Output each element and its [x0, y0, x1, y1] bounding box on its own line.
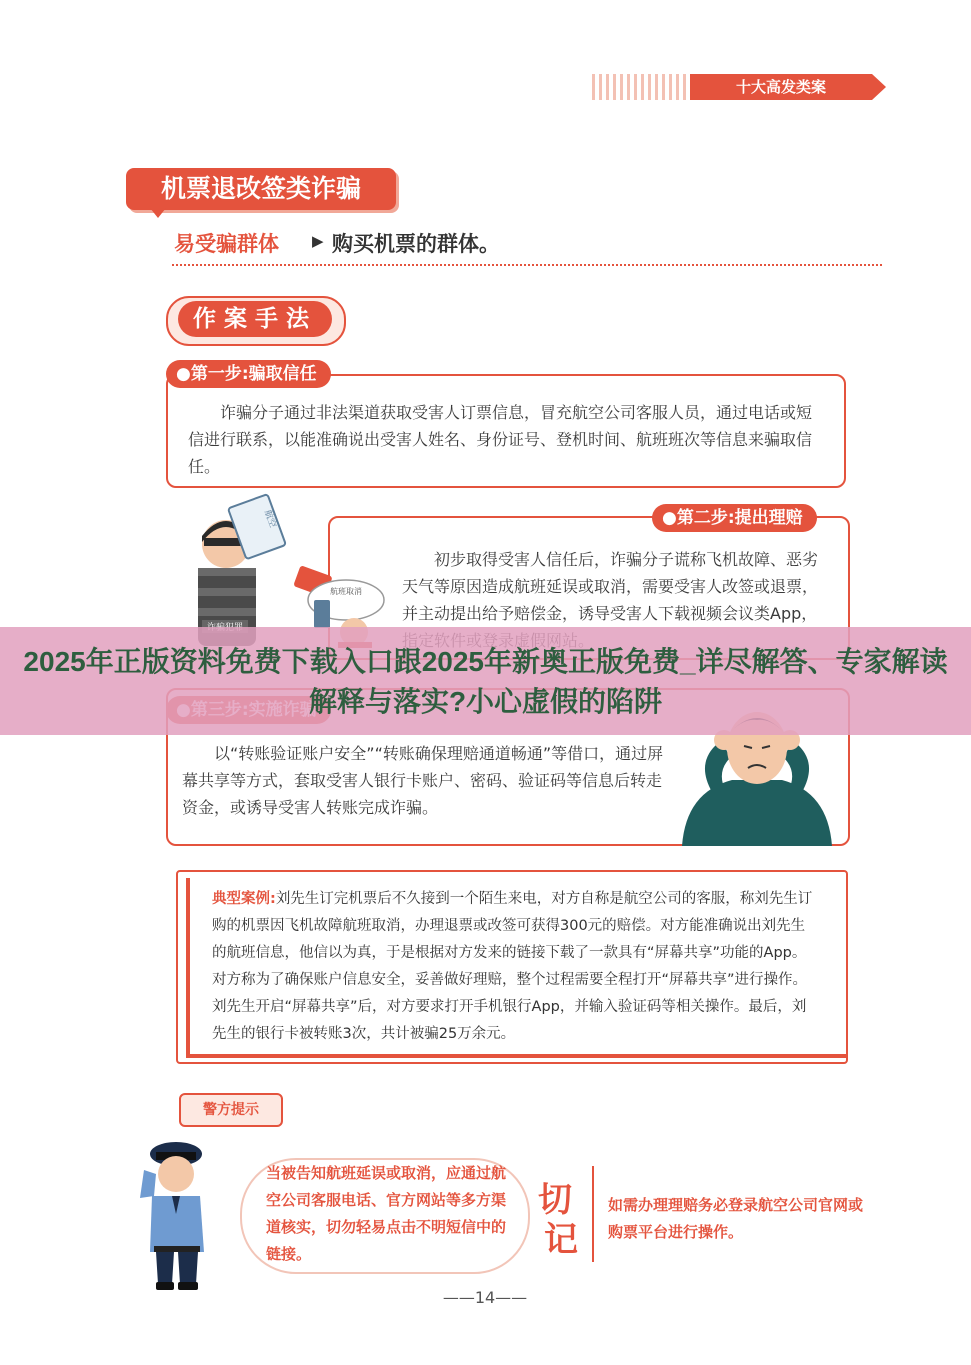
step-2-text: 初步取得受害人信任后，诈骗分子谎称飞机故障、恶劣天气等原因造成航班延误或取消，需要受害人改签或退票，并主动提出给予赔偿金，诱导受害人下载视频会议类App， — [402, 550, 819, 623]
play-arrow-icon: ▶ — [312, 232, 324, 250]
case-text: 刘先生订完机票后不久接到一个陌生来电，对方自称是航空公司的客服，称刘先生订购的机票因飞机故障航班取消，办理退票或改签可获得300元的赔偿。对方能准确说出刘先生的航班信息，他信以为真，于是根据对方发来的链接下载了一款具有“屏幕共享”功能的App。对方称为了确保账户信息安全，妥善做好理赔，整个过程需要全程打开“屏幕共享”进行操作。刘先生开启“屏幕共享”后，对方要求打开手机银行App，并输入验证码等相关操作。最后，刘先生的银行卡被转账3次，共计被骗25万余元。 — [212, 891, 813, 1042]
title-tail — [150, 208, 166, 218]
category-banner: 十大高发类案 — [690, 74, 872, 100]
step-2-label: ●第二步:提出理赔 — [652, 504, 817, 532]
method-title: 作案手法 — [178, 301, 332, 337]
flyer-text: 航空 — [261, 508, 278, 530]
section-title: 机票退改签类诈骗 — [126, 168, 396, 210]
step-1-label: ●第一步:骗取信任 — [166, 360, 331, 388]
dotted-divider — [172, 264, 882, 266]
page-number: ——14—— — [442, 1288, 528, 1307]
banner-stripes — [592, 74, 692, 100]
step-3-text: 以“转账验证账户安全”“转账确保理赔通道畅通”等借口，通过屏幕共享等方式，套取受害人银行卡账户、密码、验证码等信息后转走资金，或诱导受害人转账完成诈骗。 — [182, 744, 664, 817]
note-divider — [592, 1166, 594, 1262]
banner-arrow-icon — [872, 74, 886, 100]
case-text-block — [212, 886, 818, 1048]
remember-char-1: 切 — [538, 1180, 572, 1220]
case-label: 典型案例: — [212, 891, 276, 907]
police-tip-tag: 警方提示 — [179, 1093, 283, 1127]
phone-screen-text: 航班取消 — [330, 587, 362, 596]
overlay-title: 2025年正版资料免费下载入口跟2025年新奥正版免费_详尽解答、专家解读解释与落实?小心虚假的陷阱 — [23, 646, 948, 717]
remember-note: 如需办理理赔务必登录航空公司官网或购票平台进行操作。 — [608, 1196, 864, 1241]
police-officer-illustration — [134, 1134, 214, 1290]
tip-bubble-text: 当被告知航班延误或取消，应通过航空公司客服电话、官方网站等多方渠道核实，切勿轻易点击不明短信中的链接。 — [266, 1164, 507, 1263]
step-1-text: 诈骗分子通过非法渠道获取受害人订票信息，冒充航空公司客服人员，通过电话或短信进行联系，以能准确说出受害人姓名、身份证号、登机时间、航班班次等信息来骗取信任。 — [188, 403, 813, 476]
remember-char-2: 记 — [544, 1220, 578, 1260]
victims-label: 易受骗群体 — [174, 232, 279, 256]
victims-text: 购买机票的群体。 — [332, 232, 500, 256]
